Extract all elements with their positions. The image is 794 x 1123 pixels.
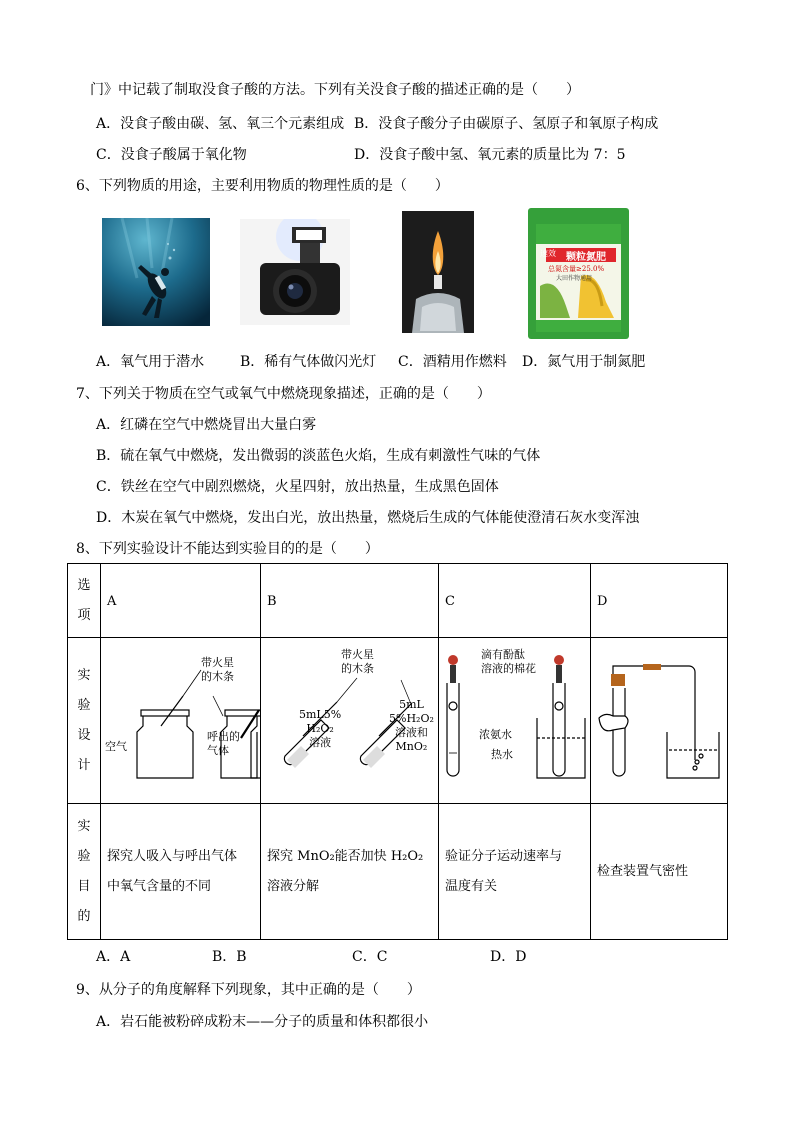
purpose-d: 检查装置气密性 [591,804,728,940]
q9-stem: 9、从分子的角度解释下列现象，其中正确的是（ ） [76,982,421,998]
q8-answer-c: C．C [352,949,388,965]
q5-option-c: C．没食子酸属于氧化物 [96,147,247,163]
table-row-options [68,564,728,638]
q5-option-a: A．没食子酸由碳、氢、氧三个元素组成 [96,116,345,132]
c-ammonia-label: 浓氨水 [479,728,512,741]
diver-image [102,218,210,326]
alcohol-lamp-image [402,211,474,333]
c-hot-water-label: 热水 [491,748,513,761]
q8-answer-d: D．D [490,949,527,965]
purpose-c: 验证分子运动速率与 温度有关 [439,804,591,940]
q6-stem: 6、下列物质的用途，主要利用物质的物理性质的是（ ） [76,178,449,194]
q8-answer-a: A．A [96,949,131,965]
design-c-diagram [439,638,591,804]
q7-option-b: B．硫在氧气中燃烧，发出微弱的淡蓝色火焰，生成有刺激性气味的气体 [96,448,541,464]
q6-option-a: A．氧气用于潜水 [96,354,205,370]
bag-label-crops: 大田作物通用 [556,275,593,282]
q7-option-a: A．红磷在空气中燃烧冒出大量白雾 [96,417,317,433]
a-stick-label: 带火星 的木条 [201,656,234,683]
header-design: 实 验 设 计 [68,638,101,804]
col-b-label: B [261,564,439,638]
q7-stem: 7、下列关于物质在空气或氧气中燃烧现象描述，正确的是（ ） [76,386,491,402]
header-purpose: 实 验 目 的 [68,804,101,940]
q9-option-a: A．岩石能被粉碎成粉末——分子的质量和体积都很小 [96,1014,429,1030]
c-cotton-label: 滴有酚酞 溶液的棉花 [481,648,536,675]
q6-option-d: D．氮气用于制氮肥 [522,354,646,370]
q6-option-c: C．酒精用作燃料 [398,354,507,370]
bag-label-title: 颗粒氮肥 [566,252,606,263]
q5-stem: 门》中记载了制取没食子酸的方法。下列有关没食子酸的描述正确的是（ ） [90,82,580,98]
b-stick-label: 带火星 的木条 [341,648,374,675]
bag-label-fast: 速效 [540,249,556,258]
q8-answer-b: B．B [212,949,247,965]
design-a-diagram [101,638,261,804]
q8-stem: 8、下列实验设计不能达到实验目的的是（ ） [76,541,379,557]
bag-label-nitrogen: 总氮含量≥25.0% [548,265,605,273]
b-left-label: 5mL5% H₂O₂ 溶液 [299,708,342,749]
col-a-label: A [101,564,261,638]
design-d-diagram [591,638,728,804]
b-right-label: 5mL 5%H₂O₂ 溶液和 MnO₂ [389,698,434,753]
col-c-label: C [439,564,591,638]
experiment-table [67,563,728,940]
camera-flash-image [240,219,350,325]
purpose-b: 探究 MnO₂能否加快 H₂O₂ 溶液分解 [261,804,439,940]
a-air-label: 空气 [105,740,127,753]
col-d-label: D [591,564,728,638]
a-exhaled-label: 呼出的 气体 [207,730,240,757]
nitrogen-fertilizer-image [526,206,631,341]
q7-option-d: D．木炭在氧气中燃烧，发出白光，放出热量，燃烧后生成的气体能使澄清石灰水变浑浊 [96,510,640,526]
q7-option-c: C．铁丝在空气中剧烈燃烧，火星四射，放出热量，生成黑色固体 [96,479,499,495]
purpose-a: 探究人吸入与呼出气体 中氧气含量的不同 [101,804,261,940]
table-row-purpose [68,804,728,940]
q6-option-b: B．稀有气体做闪光灯 [240,354,377,370]
header-option: 选 项 [68,564,101,638]
q5-option-d: D．没食子酸中氢、氧元素的质量比为 7：5 [354,147,626,163]
design-b-diagram [261,638,439,804]
table-row-design [68,638,728,804]
q5-option-b: B．没食子酸分子由碳原子、氢原子和氧原子构成 [354,116,659,132]
